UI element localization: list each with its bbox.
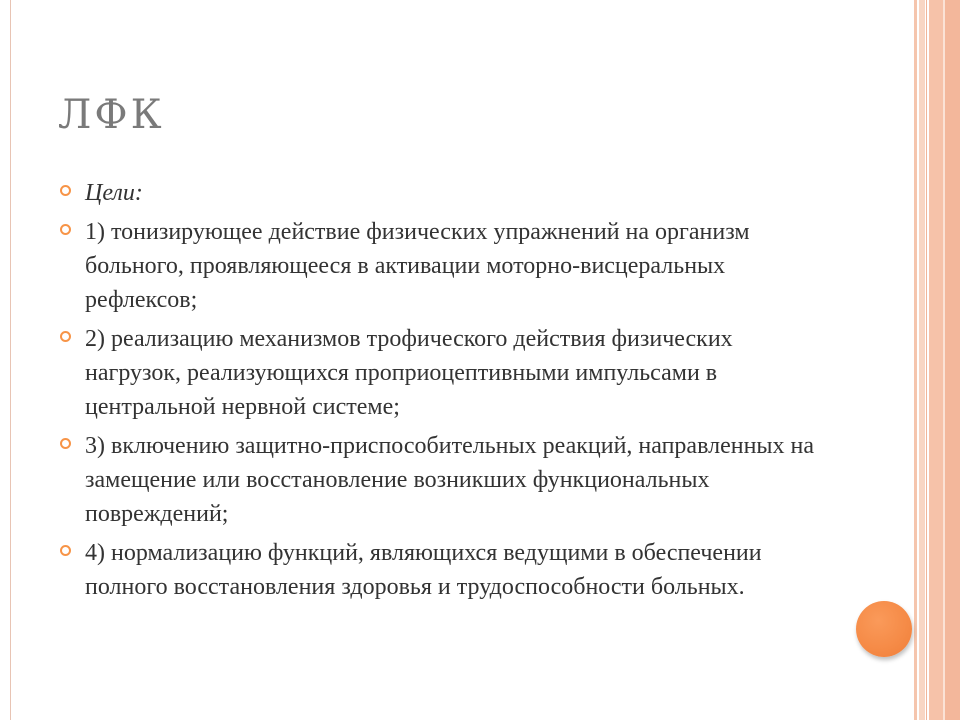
bullet-ring-icon [60, 224, 71, 235]
stripe [926, 0, 927, 720]
list-item [60, 536, 820, 604]
list-item [60, 322, 820, 424]
list-item [60, 429, 820, 531]
orange-circle-icon [856, 601, 912, 657]
list-item-text: 1) тонизирующее действие физических упражнений на организм больного, проявляющееся в активации моторно-висцеральных рефлексов; [85, 219, 750, 313]
list-item-text: 4) нормализацию функций, являющихся ведущими в обеспечении полного восстановления здоровья и трудоспособности больных. [85, 540, 762, 600]
stripe [945, 0, 960, 720]
stripe [914, 0, 917, 720]
bullet-ring-icon [60, 545, 71, 556]
slide-title: ЛФК [58, 92, 165, 138]
list-item-text: 2) реализацию механизмов трофического действия физических нагрузок, реализующихся проприоцептивными импульсами в центральной нервной системе; [85, 326, 733, 420]
stripe [919, 0, 925, 720]
bullet-ring-icon [60, 185, 71, 196]
stripe [929, 0, 943, 720]
bullet-ring-icon [60, 438, 71, 449]
list-item [60, 176, 820, 210]
bullet-ring-icon [60, 331, 71, 342]
list-item [60, 215, 820, 317]
list-item-text: 3) включению защитно-приспособительных реакций, направленных на замещение или восстановление возникших функциональных повреждений; [85, 433, 815, 527]
left-border [0, 0, 11, 720]
bullet-list [60, 176, 820, 609]
list-item-text-goals: Цели: [85, 180, 143, 206]
right-decorative-stripes [914, 0, 960, 720]
